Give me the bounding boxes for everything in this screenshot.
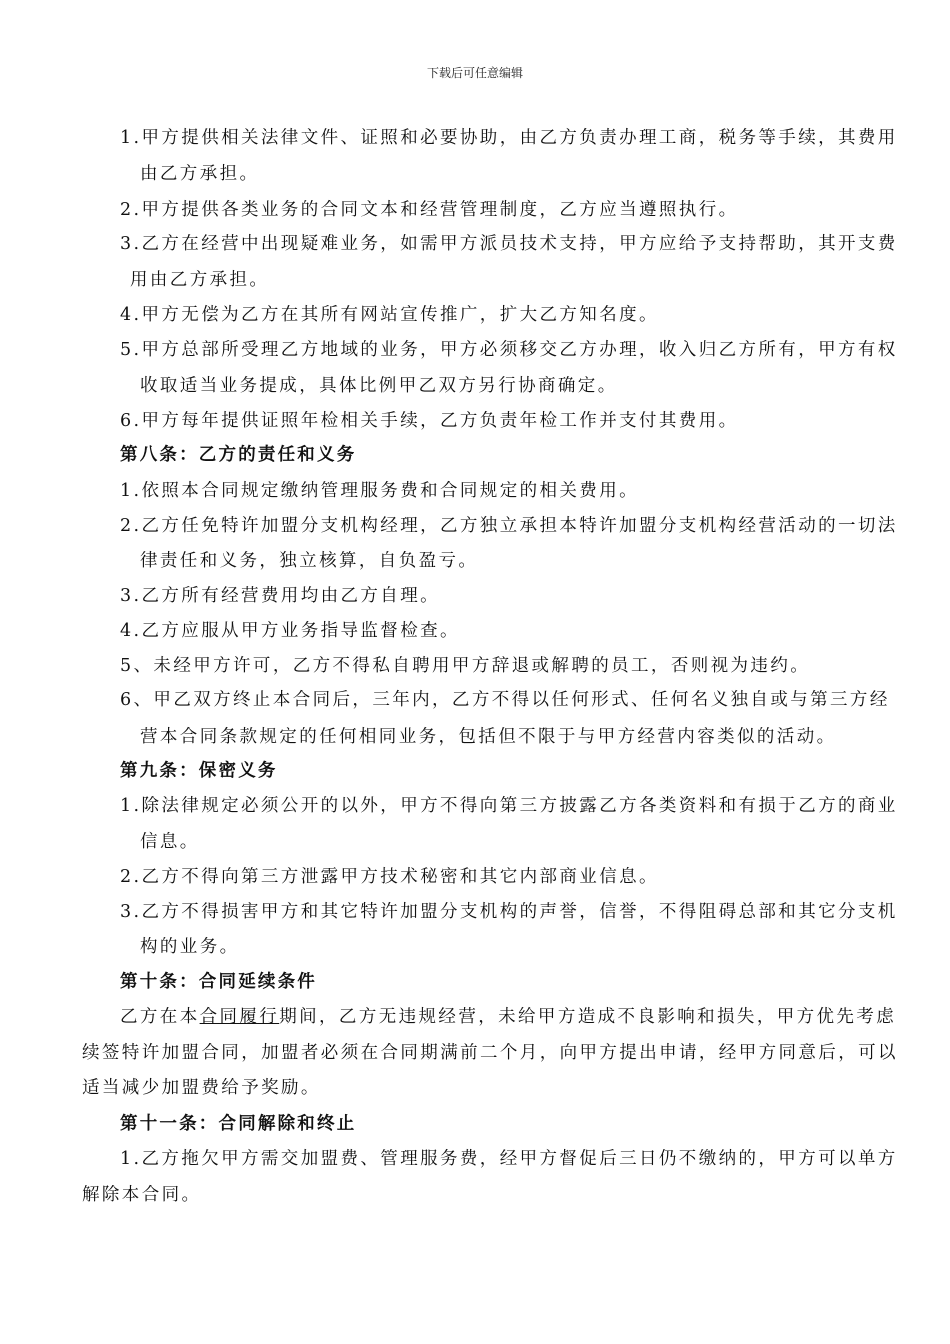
item-8-2-line-1: 2.乙方任免特许加盟分支机构经理，乙方独立承担本特许加盟分支机构经营活动的一切法 — [120, 516, 898, 536]
item-8-5: 5、未经甲方许可，乙方不得私自聘用甲方辞退或解聘的员工，否则视为违约。 — [120, 656, 811, 676]
para-text: 期间，乙方无违规经营，未给甲方造成不良影响和损失，甲方优先考虑 — [279, 1007, 897, 1027]
item-8-2-line-2: 律责任和义务，独立核算，自负盈亏。 — [140, 551, 479, 571]
item-9-3-line-2: 构的业务。 — [140, 937, 240, 957]
para-text: 乙方在本 — [120, 1007, 200, 1027]
item-7-3-line-2: 用由乙方承担。 — [130, 270, 270, 290]
item-8-1: 1.依照本合同规定缴纳管理服务费和合同规定的相关费用。 — [120, 481, 639, 501]
item-9-1-line-1: 1.除法律规定必须公开的以外，甲方不得向第三方披露乙方各类资料和有损于乙方的商业 — [120, 796, 898, 816]
item-7-5-line-2: 收取适当业务提成，具体比例甲乙双方另行协商确定。 — [140, 376, 618, 396]
item-8-6-line-1: 6、甲乙双方终止本合同后，三年内，乙方不得以任何形式、任何名义独自或与第三方经 — [120, 690, 890, 710]
item-9-1-line-2: 信息。 — [140, 832, 200, 852]
section-8-heading: 第八条：乙方的责任和义务 — [120, 445, 357, 465]
section-10-heading: 第十条：合同延续条件 — [120, 972, 317, 992]
item-7-3-line-1: 3.乙方在经营中出现疑难业务，如需甲方派员技术支持，甲方应给予支持帮助，其开支费 — [120, 234, 898, 254]
contract-performance-term: 合同履行 — [199, 1007, 280, 1027]
item-7-1-line-2: 由乙方承担。 — [140, 164, 260, 184]
item-7-1-line-1: 1.甲方提供相关法律文件、证照和必要协助，由乙方负责办理工商，税务等手续，其费用 — [120, 128, 898, 148]
item-9-2: 2.乙方不得向第三方泄露甲方技术秘密和其它内部商业信息。 — [120, 867, 659, 887]
section-10-para-line-1 — [120, 1009, 896, 1027]
item-7-5-line-1: 5.甲方总部所受理乙方地域的业务，甲方必须移交乙方办理，收入归乙方所有，甲方有权 — [120, 340, 898, 360]
item-11-1-line-1: 1.乙方拖欠甲方需交加盟费、管理服务费，经甲方督促后三日仍不缴纳的，甲方可以单方 — [120, 1149, 898, 1169]
item-9-3-line-1: 3.乙方不得损害甲方和其它特许加盟分支机构的声誉，信誉，不得阻碍总部和其它分支机 — [120, 902, 898, 922]
item-8-6-line-2: 营本合同条款规定的任何相同业务，包括但不限于与甲方经营内容类似的活动。 — [140, 727, 837, 747]
page-header: 下载后可任意编辑 — [426, 66, 523, 80]
section-10-para-line-2: 续签特许加盟合同，加盟者必须在合同期满前二个月，向甲方提出申请，经甲方同意后，可以 — [82, 1043, 898, 1063]
item-11-1-line-2: 解除本合同。 — [82, 1185, 202, 1205]
item-8-4: 4.乙方应服从甲方业务指导监督检查。 — [120, 621, 460, 641]
section-9-heading: 第九条：保密义务 — [120, 761, 278, 781]
item-8-3: 3.乙方所有经营费用均由乙方自理。 — [120, 586, 440, 606]
item-7-4: 4.甲方无偿为乙方在其所有网站宣传推广，扩大乙方知名度。 — [120, 305, 659, 325]
section-11-heading: 第十一条：合同解除和终止 — [120, 1114, 357, 1134]
section-10-para-line-3: 适当减少加盟费给予奖励。 — [82, 1078, 321, 1098]
item-7-6: 6.甲方每年提供证照年检相关手续，乙方负责年检工作并支付其费用。 — [120, 411, 739, 431]
item-7-2: 2.甲方提供各类业务的合同文本和经营管理制度，乙方应当遵照执行。 — [120, 200, 739, 220]
